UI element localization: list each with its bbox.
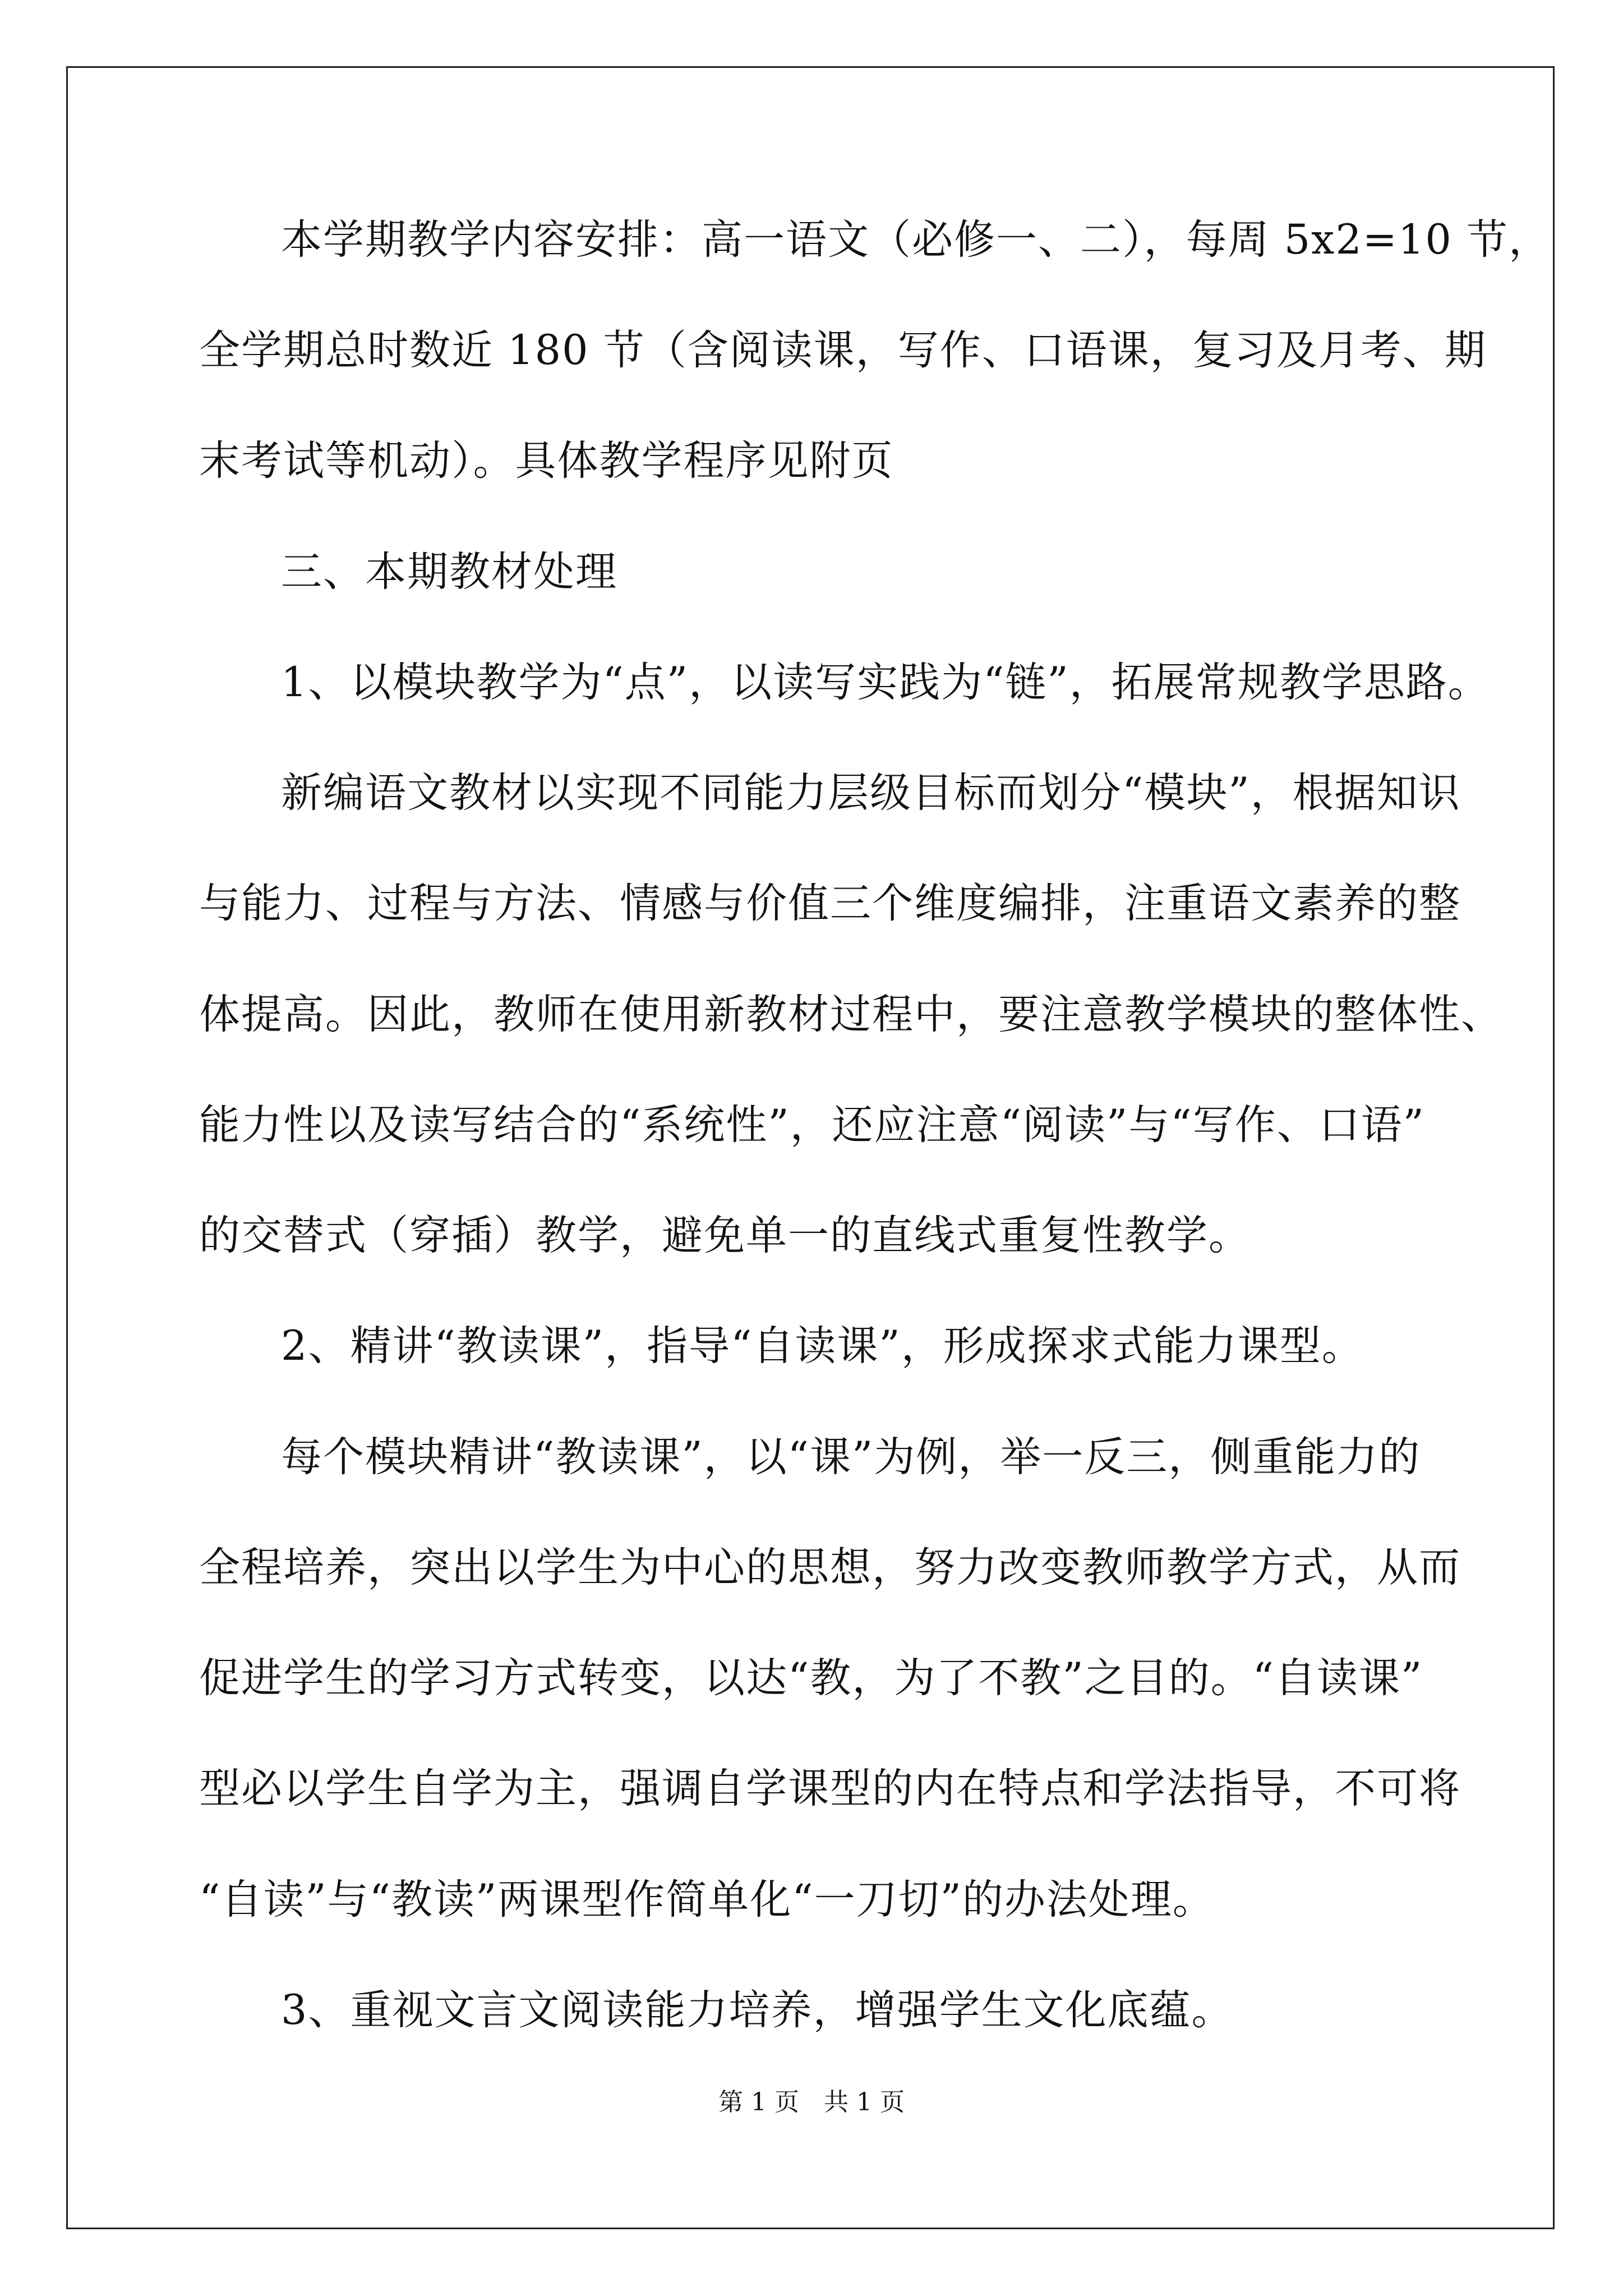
subsection-heading: 1、以模块教学为“点”，以读写实践为“链”，拓展常规教学思路。 <box>281 659 1490 706</box>
paragraph-line: 促进学生的学习方式转变，以达“教，为了不教”之目的。“自读课” <box>199 1654 1423 1702</box>
paragraph-line: 全程培养，突出以学生为中心的思想，努力改变教师教学方式，从而 <box>199 1544 1461 1591</box>
subsection-heading: 3、重视文言文阅读能力培养，增强学生文化底蕴。 <box>281 1986 1234 2034</box>
paragraph-line: 型必以学生自学为主，强调自学课型的内在特点和学法指导，不可将 <box>199 1765 1461 1812</box>
paragraph-line: 全学期总时数近 180 节（含阅读课，写作、口语课，复习及月考、期 <box>199 326 1487 374</box>
paragraph-line: “自读”与“教读”两课型作简单化“一刀切”的办法处理。 <box>199 1876 1215 1924</box>
paragraph-line: 每个模块精讲“教读课”，以“课”为例，举一反三，侧重能力的 <box>281 1433 1421 1481</box>
paragraph-line: 能力性以及读写结合的“系统性”，还应注意“阅读”与“写作、口语” <box>199 1101 1425 1149</box>
section-heading: 三、本期教材处理 <box>281 548 617 596</box>
paragraph-line: 新编语文教材以实现不同能力层级目标而划分“模块”，根据知识 <box>281 769 1461 817</box>
subsection-heading: 2、精讲“教读课”，指导“自读课”，形成探求式能力课型。 <box>281 1322 1364 1370</box>
paragraph-line: 末考试等机动）。具体教学程序见附页 <box>199 437 894 485</box>
page-number-footer: 第 1 页 共 1 页 <box>718 2088 905 2116</box>
paragraph-line: 的交替式（穿插）教学，避免单一的直线式重复性教学。 <box>199 1212 1251 1259</box>
paragraph-line: 本学期教学内容安排：高一语文（必修一、二），每周 5x2=10 节， <box>281 216 1551 264</box>
paragraph-line: 与能力、过程与方法、情感与价值三个维度编排，注重语文素养的整 <box>199 880 1461 927</box>
paragraph-line: 体提高。因此，教师在使用新教材过程中，要注意教学模块的整体性、 <box>199 991 1503 1038</box>
